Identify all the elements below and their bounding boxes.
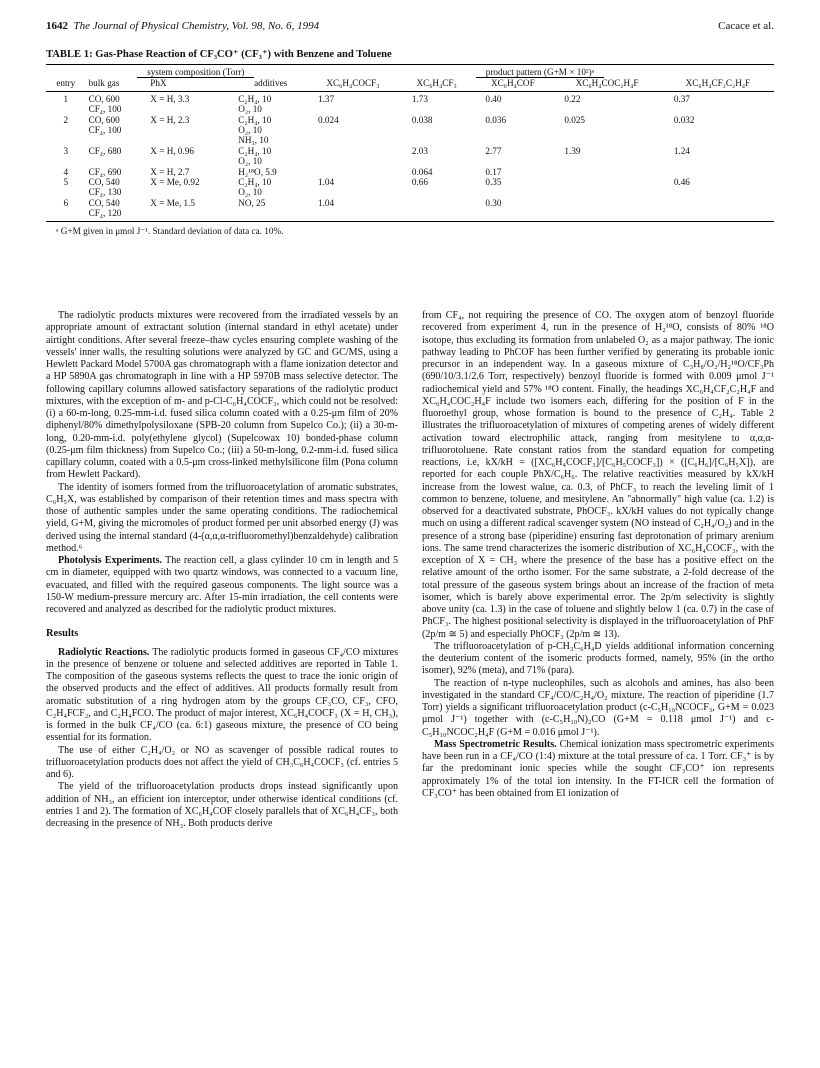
table-cell: 0.17 bbox=[485, 166, 502, 177]
column-header: additives bbox=[235, 78, 306, 91]
page-number: 1642 bbox=[46, 20, 68, 32]
table-cell: X = Me, 0.92 bbox=[150, 177, 200, 188]
table-cell: CO, 600 CF₄, 100 bbox=[88, 93, 122, 115]
table-row bbox=[46, 167, 774, 177]
table-cell: 3 bbox=[63, 145, 69, 156]
table-cell bbox=[552, 177, 661, 198]
table-cell bbox=[552, 167, 661, 177]
paragraph: The use of either C₂H₄/O₂ or NO as scavenger of possible radical routes to trifluoroacetylation products does not affect the yield of CH₃C₆H₄COCF₃ (cf. entries 5 and 6). bbox=[46, 744, 398, 780]
paragraph: The radiolytic products mixtures were recovered from the irradiated vessels by an appropriate amount of extractant solution (internal standard in ethyl acetate) under airtight conditions. After several freeze–thaw cycles ensuring complete washing of the vessels' inner walls, the resulting solutions were analyzed by GC and GC/MS, using a Hewlett Packard Model 5700A gas chromatograph with a flame ionization detector and a HP 5890A gas chromatograph in line with a HP 5970B mass selective detector. The following capillary columns allowed satisfactory separations of the radiolytic product mixtures, with the exception of m- and p-Cl-C₆H₄COCF₃, which could not be resolved: (i) a 60-m-long, 0.25-mm-i.d. fused silica column coated with a 0.25-μm film of 20% diphenyl/80% dimethylpolysiloxane (SPB-20 column from Supelco Co.); (ii) a 30-m-long, 0.20-mm-i.d. poly(ethylene glycol) (Supelcowax 10) bonded-phase column (0.25-μm film thickness) from Supelco Co.; (iii) a 50-m-long, 0.2-mm-i.d. fused silica capillary column, coated with a 0.5-μm cross-linked methylsilicone film (Pona column from Hewlett Packard). bbox=[46, 310, 398, 481]
table-cell: 0.024 bbox=[318, 114, 339, 125]
table-cell: X = H, 2.7 bbox=[150, 166, 190, 177]
table-cell: 0.064 bbox=[411, 166, 433, 177]
table-cell: X = H, 0.96 bbox=[150, 145, 194, 156]
table-cell: H₂¹⁸O, 5.9 bbox=[238, 166, 277, 177]
table-row bbox=[46, 198, 774, 221]
table-footnote: ᵃ G+M given in μmol J⁻¹. Standard deviation of data ca. 10%. bbox=[56, 225, 284, 236]
run-in-heading: Photolysis Experiments. bbox=[58, 555, 162, 566]
table-row bbox=[46, 115, 774, 146]
section-heading: Results bbox=[46, 628, 79, 640]
paragraph: The yield of the trifluoroacetylation products drops instead significantly upon addition of NH₃, an efficient ion interceptor, under otherwise identical conditions (cf. entries 1 and 2). The formation of XC₆H₄COF closely parallels that of XC₆H₄CF₃, both decreasing in the presence of NH₃. Both products derive bbox=[46, 781, 398, 829]
paragraph bbox=[46, 647, 398, 745]
table-cell: X = H, 2.3 bbox=[150, 114, 190, 125]
body-text bbox=[46, 310, 774, 830]
table-cell bbox=[552, 198, 661, 221]
table-cell: CO, 600 CF₄, 100 bbox=[88, 114, 122, 136]
column-header: XC₆H₄COF bbox=[473, 78, 552, 91]
header-left bbox=[46, 20, 319, 36]
table-cell: 1.24 bbox=[673, 145, 690, 156]
table-cell: 2.77 bbox=[485, 145, 502, 156]
column-header: XC₆H₄COCF₃ bbox=[306, 78, 400, 91]
table-cell: 0.30 bbox=[473, 198, 552, 221]
table-cell: 4 bbox=[63, 166, 69, 177]
table-row bbox=[46, 177, 774, 198]
table-cell: CO, 540 CF₄, 120 bbox=[86, 198, 148, 221]
table-cell: 0.46 bbox=[673, 177, 690, 188]
paragraph: The identity of isomers formed from the trifluoroacetylation of aromatic substrates, C₆H₅X, was established by comparison of their retention times and mass spectra with those of authentic samples under the same operating conditions. The radiochemical yield, G+M, giving the micromoles of product formed per unit absorbed energy (J) was derived using the internal standard (4-(α,α,α-trifluoromethyl)benzaldehyde) calibration method.⁶ bbox=[46, 481, 398, 554]
table-cell: C₂H₄, 10 O₂, 10 NH₃, 10 bbox=[238, 114, 272, 146]
group-header-product: product pattern (G+M × 10²)ᵃ bbox=[476, 67, 605, 78]
table-cell: 0.22 bbox=[564, 93, 581, 104]
table-cell: X = H, 3.3 bbox=[150, 93, 190, 104]
group-header-system: system composition (Torr) bbox=[137, 67, 254, 78]
table-cell: C₂H₄, 10 O₂, 10 bbox=[238, 177, 272, 198]
paragraph: from CF₄, not requiring the presence of CO. The oxygen atom of benzoyl fluoride recovered from experiment 4, run in the presence of H₂¹⁸O, consists of 80% ¹⁸O isotope, thus excluding its formation from unlabeled O₂ as a major pathway. The ionic pathway leading to PhCOF has been further verified by generating its probable ionic precursor in an independent way. In a gaseous mixture of C₃H₈/O₂/H₂¹⁸O/CF₃Ph (690/10/3.1/2.6 Torr, respectively) benzoyl fluoride is formed with 0.009 μmol J⁻¹ radiochemical yield and 57% ¹⁸O content. Finally, the headings XC₆H₄CF₂C₂H₄F and XC₆H₄COC₂H₄F include two isomers each, differing for the position of F in the fluoroethyl group, whose formation is bound to the presence of C₂H₄. Table 2 illustrates the trifluoroacetylation of mixtures of competing arenes of widely different activation toward electrophilic attack, ranging from mesitylene to α,α,α-trifluorotoluene. Rate constant ratios from the standard equation for competing reactions, i.e, kX/kH = ([XC₆H₄COCF₃]/[C₆H₅COCF₃]) × ([C₆H₆]/[C₆H₅X]), are reported for each couple PhX/C₆H₆. The relative reactivities measured by kX/kH increase from the lowest walue, ca. 0.3, of PhCF₃ to reach the leveling limit of 1 common to benzene, toluene, and mesitylene. An "abnormally" high value (ca. 1.2) is observed for a deactivated substrate, PhOCF₃. kX/kH values do not typically change much on using a different radical scavenger system (NO instead of C₂H₄/O₂) and in the presence of a strong base (piperidine) ensuring fast deprotonation of primary arenium ions. The same trend characterizes the isomeric distribution of XC₆H₄COCF₃, with the exception of X = CH₃ where the presence of the base has a positive effect on the relative amount of the ortho isomer. For the same substrate, a 2-fold decrease of the total pressure of the gaseous system brings about an increase of the fraction of meta isomer, which is barely above experimental error. The 2p/m selectivity is slightly above unity (ca. 1.3) in the case of toluene and slightly below 1 (ca. 0.7) in the case of PhCF₃. The highest positional selectivity is displayed in the trifluoroacetylation of PhF (2p/m ≅ 5) and especially PhOCF₃ (2p/m ≅ 13). bbox=[422, 310, 774, 640]
table-cell: 2 bbox=[63, 114, 69, 125]
column-header: PhX bbox=[147, 78, 235, 91]
table-cell: 1.04 bbox=[306, 198, 400, 221]
paragraph: The reaction of n-type nucleophiles, such as alcohols and amines, has also been investigated in the standard CF₄/CO/C₂H₄/O₂ mixture. The reaction of piperidine (1.7 Torr) yields a significant trifluoroacetylation product (c-C₅H₁₀NCOCF₃, G+M = 0.023 μmol J⁻¹) together with (c-C₅H₁₀N)₂CO (G+M = 0.118 μmol J⁻¹) and c-C₅H₁₀NCOC₂H₄F (G+M = 0.016 μmol J⁻¹). bbox=[422, 677, 774, 738]
left-column bbox=[46, 310, 398, 830]
table-cell: 5 bbox=[63, 177, 69, 188]
table-cell: 6 bbox=[46, 198, 86, 221]
table-cell: 1.37 bbox=[318, 93, 335, 104]
table-row bbox=[46, 146, 774, 167]
run-in-heading: Mass Spectrometric Results. bbox=[434, 738, 557, 750]
table-cell bbox=[306, 146, 400, 167]
paragraph bbox=[422, 739, 774, 800]
paragraph: The trifluoroacetylation of p-CH₃C₆H₄D yields additional information concerning the deuterium content of the isomeric products formed, namely, 95% (in the ortho isomer), 92% (meta), and 71% (para). bbox=[422, 640, 774, 677]
data-table bbox=[46, 64, 774, 222]
table-caption: TABLE 1: Gas-Phase Reaction of CF₃CO⁺ (CF₃⁺) with Benzene and Toluene bbox=[46, 49, 392, 60]
column-header: XC₆H₄CF₂C₂H₄F bbox=[662, 78, 774, 91]
table-cell: CF₄, 680 bbox=[88, 145, 122, 156]
paragraph-text: Chemical ionization mass spectrometric experiments have been run in a CF₄/CO (1:4) mixture at the total pressure of ca. 1 Torr. CF₃⁺ is by far the predominant ionic species while the sought CF₃CO⁺ ion represents approximately 1% of the total ion intensity. In the FT-ICR cell the formation of CF₃CO⁺ has been obtained from EI ionization of bbox=[422, 738, 775, 799]
table-cell: 0.35 bbox=[485, 177, 502, 188]
table-cell bbox=[662, 198, 774, 221]
right-column bbox=[422, 310, 774, 830]
table-cell: 0.66 bbox=[411, 177, 428, 188]
table-cell: 0.032 bbox=[673, 114, 695, 125]
run-in-heading: Radiolytic Reactions. bbox=[58, 646, 150, 658]
table-cell: X = Me, 1.5 bbox=[147, 198, 235, 221]
table-cell: 1.73 bbox=[411, 93, 428, 104]
header-authors: Cacace et al. bbox=[718, 20, 774, 32]
table-cell: 0.40 bbox=[485, 93, 502, 104]
table-cell: 1.39 bbox=[564, 145, 581, 156]
column-header: entry bbox=[46, 78, 86, 91]
journal-page bbox=[46, 20, 775, 829]
table-cell: C₂H₄, 10 O₂, 10 bbox=[238, 93, 272, 115]
table-cell: CO, 540 CF₄, 130 bbox=[88, 177, 122, 198]
table-cell bbox=[306, 167, 400, 177]
paragraph bbox=[46, 555, 398, 616]
table-cell: 0.37 bbox=[673, 93, 690, 104]
table-cell: 0.038 bbox=[411, 114, 433, 125]
table-cell: 2.03 bbox=[411, 145, 428, 156]
column-header: bulk gas bbox=[86, 78, 148, 91]
table-row bbox=[46, 91, 774, 114]
journal-citation: The Journal of Physical Chemistry, Vol. 98, No. 6, 1994 bbox=[73, 20, 320, 32]
table-cell: 0.025 bbox=[564, 114, 586, 125]
table-cell: C₂H₄, 10 O₂, 10 bbox=[238, 145, 272, 167]
paragraph-text: The radiolytic products formed in gaseous CF₄/CO mixtures in the presence of benzene or toluene and selected additives are reported in Table 1. The composition of the gaseous systems reflects the quest to trace the ionic origin of the observed products and the effect of additives. All products formally result from aromatic substitution of a ring hydrogen atom by the groups CF₃CO, CF₃, CFO, C₂H₄FCF₂, and C₂H₄FCO. The product of major interest, XC₆H₄COCF₃ (X = H, CH₃), is formed in the bulk CF₄/CO (ca. 6:1) gaseous mixture, the presence of CO being essential for its formation. bbox=[46, 646, 398, 744]
table-cell bbox=[400, 198, 474, 221]
table-cell: 1 bbox=[63, 93, 69, 104]
paragraph-text: The reaction cell, a glass cylinder 10 cm in length and 5 cm in diameter, equipped with two quartz windows, was connected to a vacuum line, evacuated, and filled with the required gaseous components. The light source was a 150-W medium-pressure mercury arc. After 15-min irradiation, the cell contents were recovered and analyzed as described for the radiolytic product mixtures. bbox=[46, 555, 398, 615]
table-cell: 1.04 bbox=[318, 177, 335, 188]
column-header: XC₆H₄COC₂H₄F bbox=[552, 78, 661, 91]
table-cell: CF₄, 690 bbox=[88, 166, 122, 177]
column-header: XC₆H₄CF₃ bbox=[400, 78, 474, 91]
table-cell: 0.036 bbox=[485, 114, 507, 125]
table-cell bbox=[662, 167, 774, 177]
table-cell: NO, 25 bbox=[235, 198, 306, 221]
running-header bbox=[46, 20, 774, 36]
